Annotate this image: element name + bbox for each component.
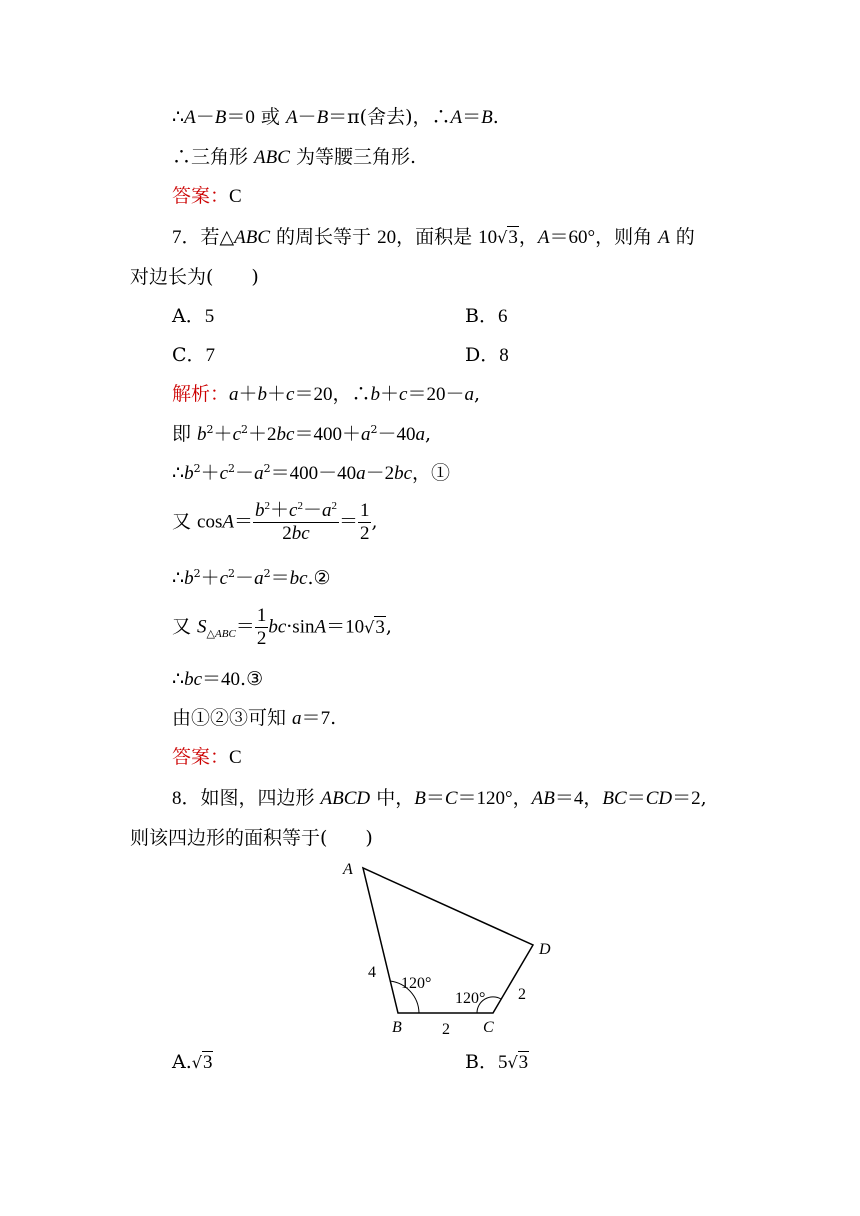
question-7-line-1: 7．若△ABC 的周长等于 20，面积是 10√3，A＝60°，则角 A 的 xyxy=(172,226,695,248)
q7-option-a: A．5 xyxy=(172,305,215,327)
sqrt-symbol: √3 xyxy=(191,1052,213,1073)
q8-option-b: B．5√3 xyxy=(465,1051,529,1073)
answer-value: C xyxy=(229,186,242,207)
answer-line-q7 xyxy=(172,745,242,770)
side-label-bc: 2 xyxy=(442,1021,450,1038)
quadrilateral-outline xyxy=(363,868,533,1013)
angle-label-b: 120° xyxy=(401,975,432,992)
analysis-line-3: $\therefore b^2+c^2-a^2=400-40a-2bc$，① xyxy=(172,462,451,484)
answer-label: 答案： xyxy=(172,746,230,768)
quadrilateral-figure xyxy=(335,850,565,1050)
solution-line-2: ∴三角形 ABC 为等腰三角形. xyxy=(172,146,417,168)
q8-option-a: A.√3 xyxy=(172,1051,213,1073)
q7-option-c: C．7 xyxy=(172,344,216,366)
angle-label-c: 120° xyxy=(455,990,486,1007)
fraction-half: $\frac{1}{2}$ xyxy=(256,605,267,649)
analysis-line-5: $\therefore b^2+c^2-a^2=bc.②$ xyxy=(172,567,331,589)
answer-label: 答案： xyxy=(172,185,230,207)
side-label-cd: 2 xyxy=(518,986,526,1003)
analysis-line-4: 又 cosA＝ $\frac{b^2+c^2-a^2}{2bc}$ ＝ $\frac{1}{2}$ , xyxy=(172,500,378,544)
answer-line-q6 xyxy=(172,184,242,209)
analysis-line-6: 又 $S_{\triangle ABC}=$ $\frac{1}{2}$ bc·sinA＝10√3, xyxy=(172,605,392,649)
analysis-line-7: ∴bc＝40.③ xyxy=(172,668,264,690)
vertex-label-d: D xyxy=(539,941,551,958)
vertex-label-a: A xyxy=(343,861,353,878)
question-7-line-2: 对边长为( ) xyxy=(130,266,259,288)
fraction: $\frac{b^2+c^2-a^2}{2bc}$ xyxy=(255,500,337,544)
vertex-label-b: B xyxy=(392,1019,402,1036)
question-8-line-2: 则该四边形的面积等于( ) xyxy=(130,827,373,849)
question-8-line-1: 8．如图，四边形 ABCD 中，B＝C＝120°，AB＝4，BC＝CD＝2, xyxy=(172,787,707,809)
sqrt-symbol: √3 xyxy=(497,227,518,248)
solution-line-1: ∴A－B＝0 或 A－B＝π(舍去)，∴A＝B. xyxy=(172,106,499,128)
vertex-label-c: C xyxy=(483,1019,494,1036)
side-label-ab: 4 xyxy=(368,964,376,981)
q7-option-b: B．6 xyxy=(465,305,508,327)
analysis-line-2: 即 $b^2+c^2+2bc=400+a^2-40a$, xyxy=(172,423,432,445)
sqrt-symbol: √3 xyxy=(507,1052,529,1073)
analysis-label: 解析： xyxy=(172,383,230,405)
q7-option-d: D．8 xyxy=(465,344,509,366)
answer-value: C xyxy=(229,747,242,768)
fraction-half: $\frac{1}{2}$ xyxy=(359,500,370,544)
sqrt-symbol: √3 xyxy=(364,616,385,638)
analysis-line-1: 解析：a＋b＋c＝20，∴b＋c＝20－a, xyxy=(172,383,481,405)
analysis-line-8: 由①②③可知 a＝7. xyxy=(172,707,337,729)
